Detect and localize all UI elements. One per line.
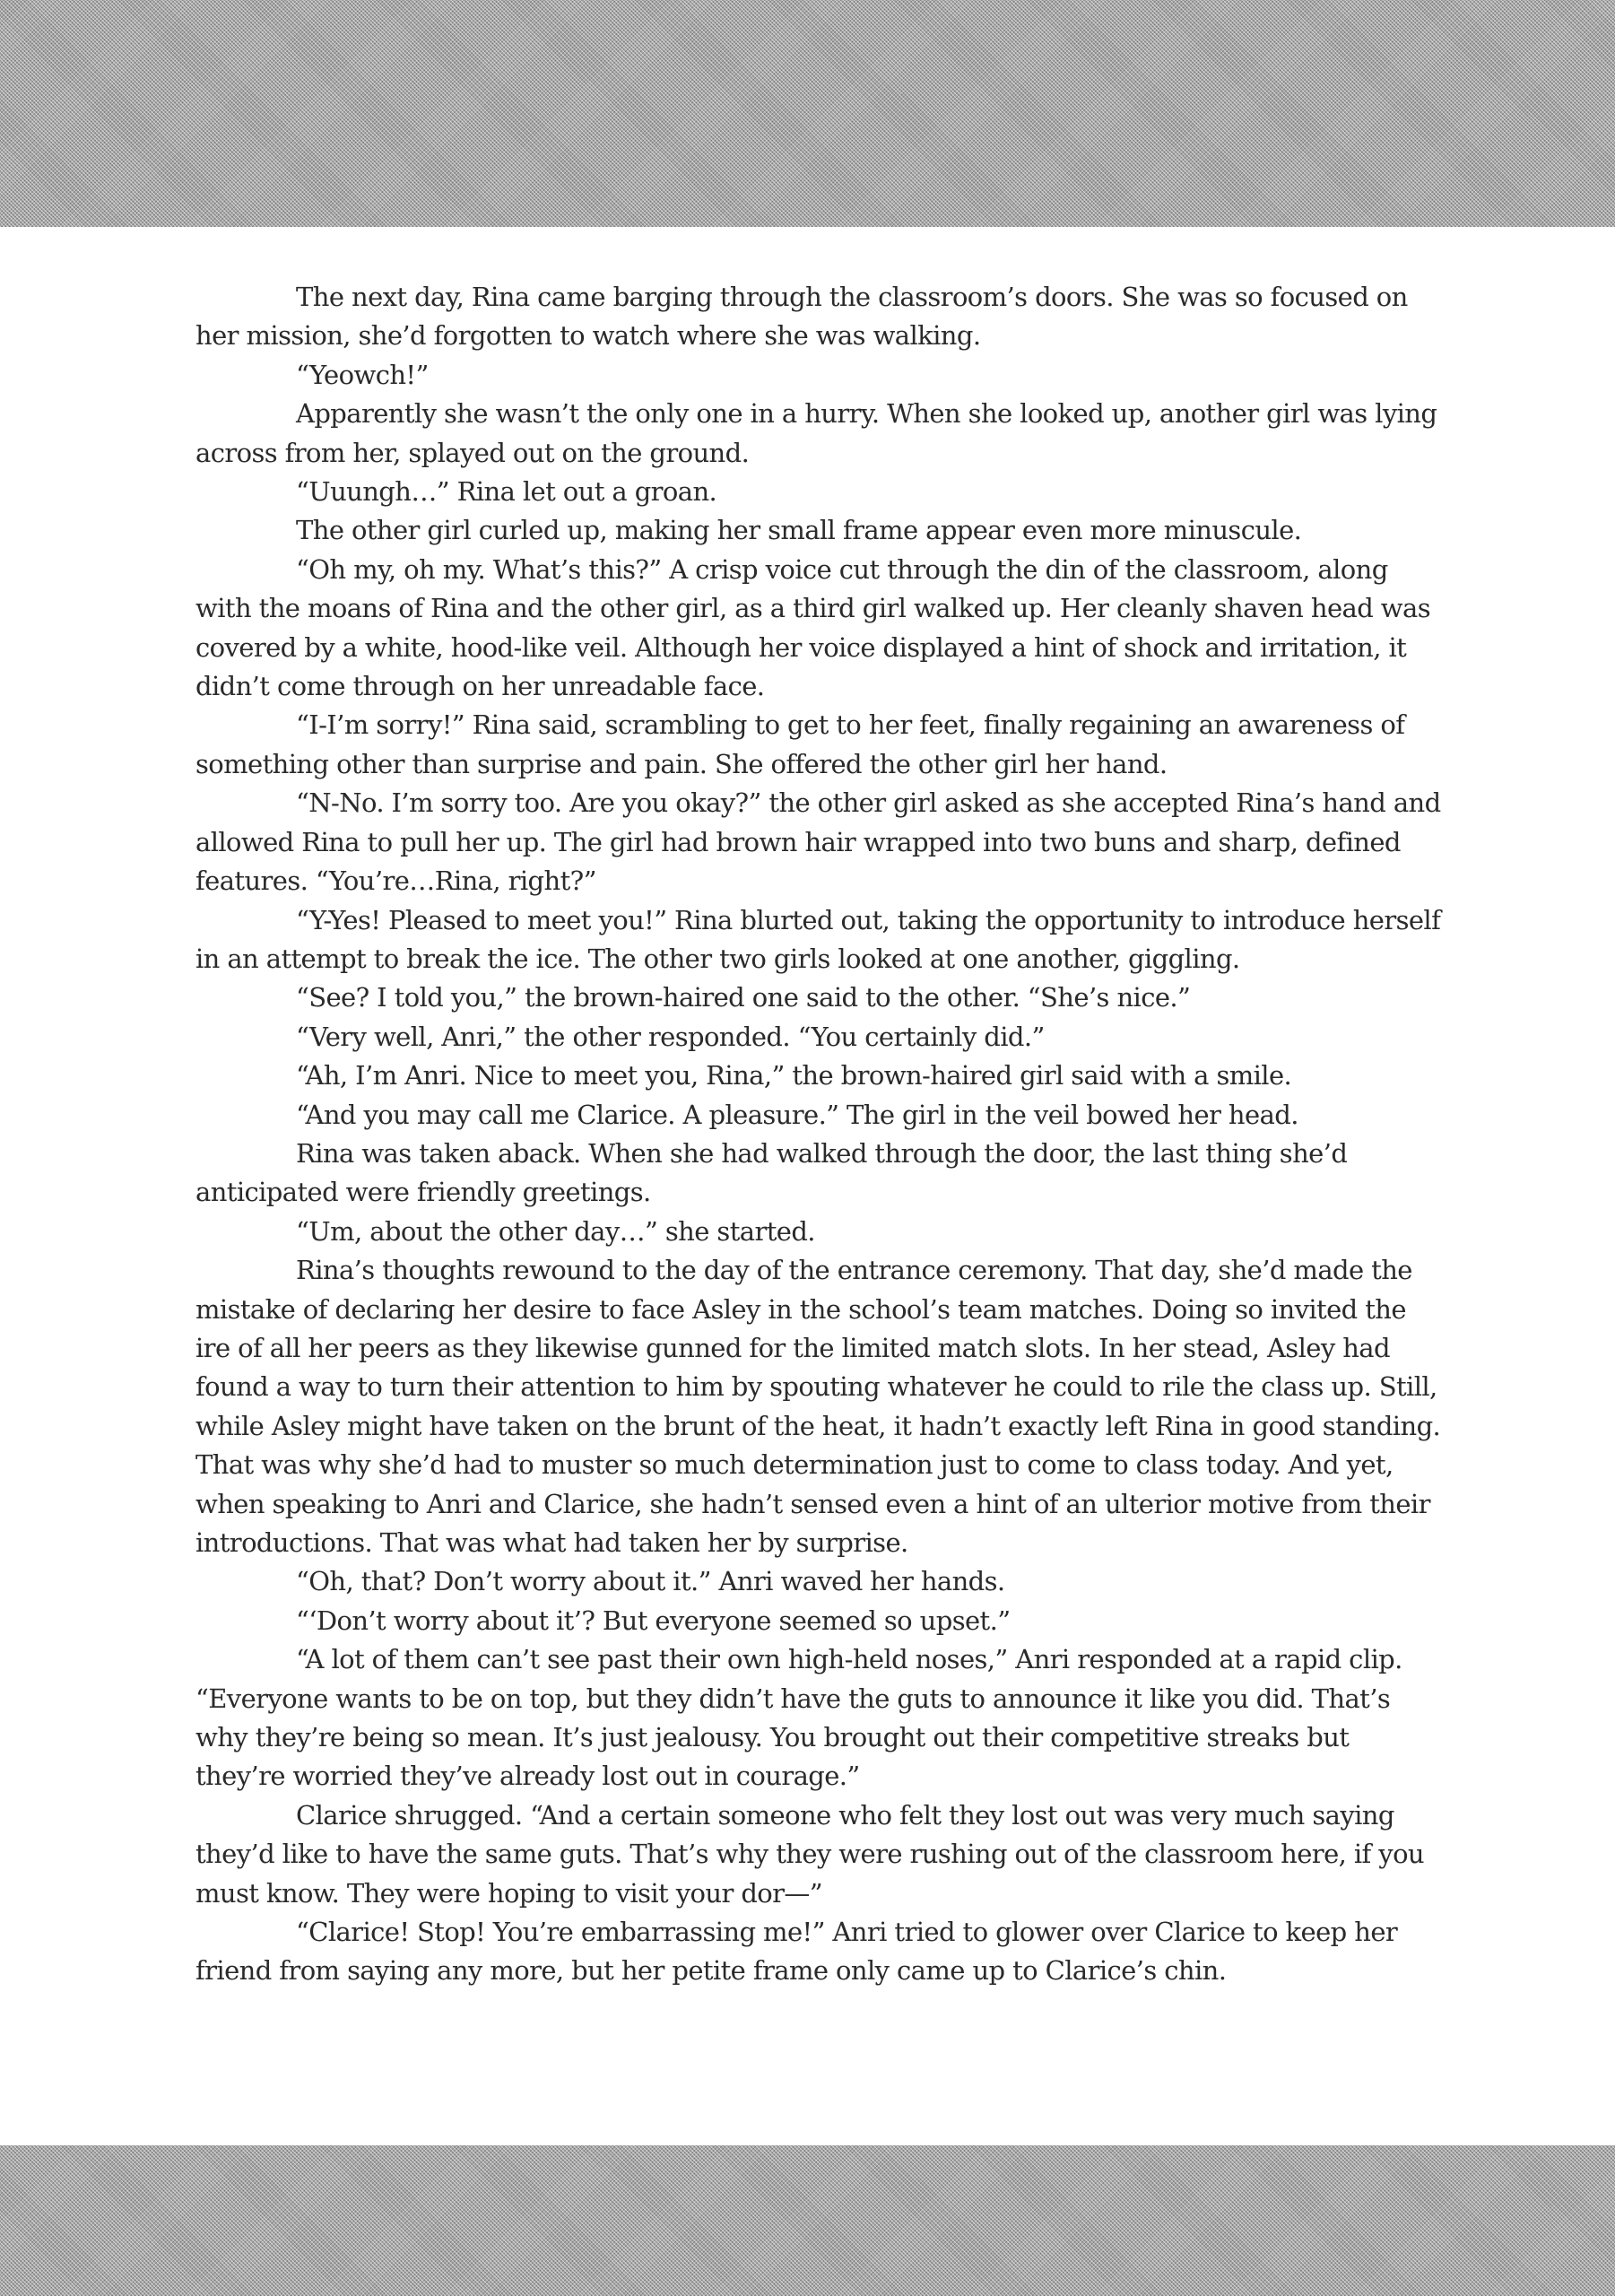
paragraph: “I-I’m sorry!” Rina said, scrambling to get to her feet, finally regaining an awareness of something other than surprise and pain. She offered the other girl her hand. (195, 709, 1405, 779)
paragraph: “A lot of them can’t see past their own high-held noses,” Anri responded at a rapid clip. “Everyone wants to be on top, but they didn’t have the guts to announce it like you did. That’s why they’re being so mean. It’s just jealousy. You brought out their competitive streaks but they’re worried they’ve already lost out in courage.” (195, 1644, 1402, 1792)
paragraph: “And you may call me Clarice. A pleasure.” The girl in the veil bowed her head. (296, 1099, 1298, 1130)
paragraph: The next day, Rina came barging through the classroom’s doors. She was so focused on her mission, she’d forgotten to watch where she was walking. (195, 282, 1408, 352)
paragraph: The other girl curled up, making her small frame appear even more minuscule. (296, 515, 1302, 546)
paragraph: “Very well, Anri,” the other responded. “You certainly did.” (296, 1021, 1045, 1052)
paragraph: “Um, about the other day…” she started. (296, 1215, 815, 1247)
paragraph: “Oh my, oh my. What’s this?” A crisp voice cut through the din of the classroom, along with the moans of Rina and the other girl, as a third girl walked up. Her cleanly shaven head was covered by a white, hood-like veil. Although her voice displayed a hint of shock and irritation, it didn’t come through on her unreadable face. (195, 553, 1430, 702)
top-halftone-band (0, 0, 1615, 227)
paragraph: Rina’s thoughts rewound to the day of the entrance ceremony. That day, she’d made the mistake of declaring her desire to face Asley in the school’s team matches. Doing so invited the ire of all her peers as they likewise gunned for the limited match slots. In her stead, Asley had found a way to turn their attention to him by spouting whatever he could to rile the class up. Still, while Asley might have taken on the brunt of the heat, it hadn’t exactly left Rina in good standing. That was why she’d had to muster so much determination just to come to class today. And yet, when speaking to Anri and Clarice, she hadn’t sensed even a hint of an ulterior motive from their introductions. That was what had taken her by surprise. (195, 1255, 1441, 1558)
paragraph: “Oh, that? Don’t worry about it.” Anri waved her hands. (296, 1566, 1005, 1597)
paragraph: “Clarice! Stop! You’re embarrassing me!” Anri tried to glower over Clarice to keep her friend from saying any more, but her petite frame only came up to Clarice’s chin. (195, 1917, 1398, 1987)
paragraph: “Y-Yes! Pleased to meet you!” Rina blurted out, taking the opportunity to introduce herself in an attempt to break the ice. The other two girls looked at one another, giggling. (195, 904, 1441, 974)
paragraph: Clarice shrugged. “And a certain someone who felt they lost out was very much saying they’d like to have the same guts. That’s why they were rushing out of the classroom here, if you must know. They were hoping to visit your dor—” (195, 1799, 1425, 1909)
page-text (195, 278, 1442, 1991)
bottom-halftone-band (0, 2145, 1615, 2296)
paragraph: “Yeowch!” (296, 359, 429, 390)
paragraph: “Ah, I’m Anri. Nice to meet you, Rina,” the brown-haired girl said with a smile. (296, 1060, 1292, 1091)
paragraph: Rina was taken aback. When she had walked through the door, the last thing she’d anticipated were friendly greetings. (195, 1137, 1348, 1208)
paragraph: “Uuungh…” Rina let out a groan. (296, 476, 717, 508)
paragraph: Apparently she wasn’t the only one in a hurry. When she looked up, another girl was lying across from her, splayed out on the ground. (195, 398, 1437, 468)
paragraph: “N-No. I’m sorry too. Are you okay?” the other girl asked as she accepted Rina’s hand and allowed Rina to pull her up. The girl had brown hair wrapped into two buns and sharp, defined features. “You’re…Rina, right?” (195, 787, 1441, 897)
paragraph: “‘Don’t worry about it’? But everyone seemed so upset.” (296, 1605, 1011, 1636)
paragraph: “See? I told you,” the brown-haired one said to the other. “She’s nice.” (296, 982, 1191, 1013)
